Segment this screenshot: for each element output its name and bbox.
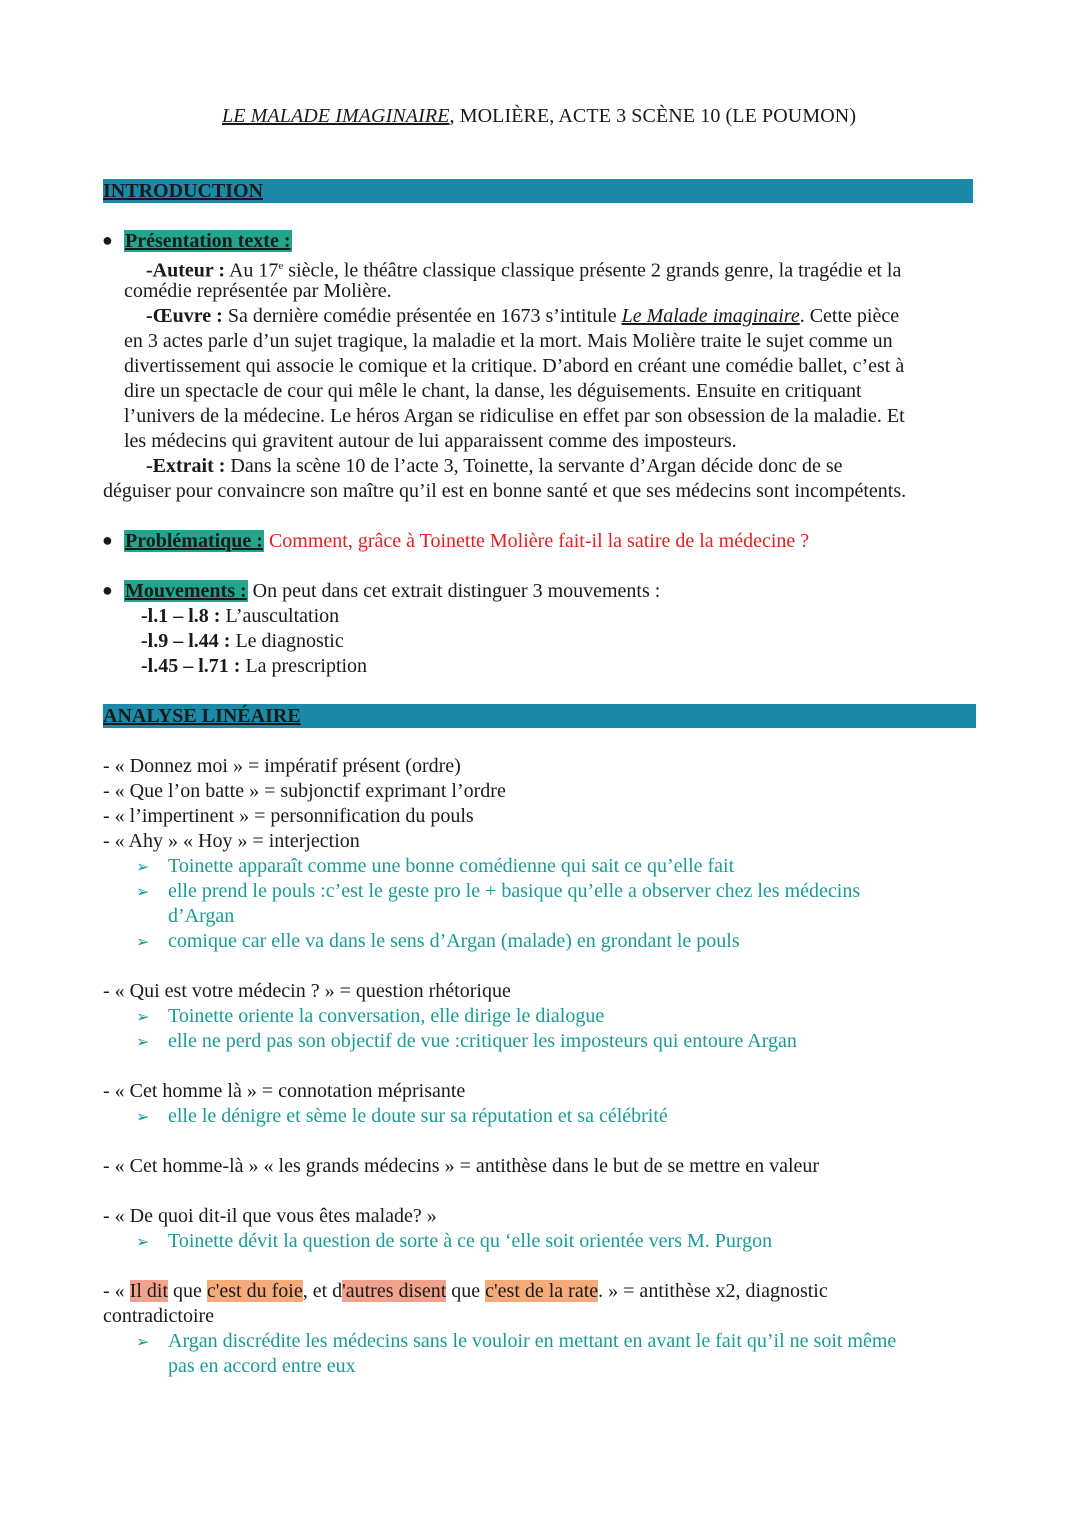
quote-text: , et d xyxy=(302,1280,343,1302)
quote-line: - « Ahy » « Hoy » = interjection xyxy=(103,830,360,852)
mouvements-label: Mouvements : xyxy=(125,580,247,602)
arrow-bullet-icon: ➢ xyxy=(136,859,150,876)
analysis-point-cont: d’Argan xyxy=(168,905,235,927)
quote-text: que xyxy=(446,1280,486,1302)
oeuvre-title: Le Malade imaginaire xyxy=(621,305,800,327)
oeuvre-line-1 xyxy=(146,304,899,329)
page-title xyxy=(222,104,856,129)
mouvement-text: Le diagnostic xyxy=(230,630,344,652)
quote-line: - « Que l’on batte » = subjonctif exprimant l’ordre xyxy=(103,780,506,802)
arrow-bullet-icon: ➢ xyxy=(136,1334,150,1351)
quote-line: - « Cet homme là » = connotation méprisante xyxy=(103,1080,466,1102)
mouvement-item xyxy=(141,629,344,654)
mouvement-text: La prescription xyxy=(240,655,368,677)
oeuvre-line-4: dire un spectacle de cour qui mêle le chant, la danse, les déguisements. Ensuite en critiquant xyxy=(124,380,862,402)
quote-text: . » = antithèse x2, diagnostic xyxy=(598,1280,828,1302)
arrow-bullet-icon: ➢ xyxy=(136,934,150,951)
bullet-icon: ● xyxy=(102,530,113,550)
oeuvre-text-cont: . Cette pièce xyxy=(799,305,900,327)
arrow-bullet-icon: ➢ xyxy=(136,1034,150,1051)
quote-text: que xyxy=(168,1280,207,1302)
mouvement-range: -l.9 – l.44 : xyxy=(141,630,231,652)
analysis-point: Argan discrédite les médecins sans le vouloir en mettant en avant le fait qu’il ne soit même xyxy=(168,1330,897,1352)
presentation-heading xyxy=(124,229,292,254)
arrow-bullet-icon: ➢ xyxy=(136,1109,150,1126)
oeuvre-line-5: l’univers de la médecine. Le héros Argan se ridiculise en effet par son obsession de la maladie. Et xyxy=(124,405,905,427)
quote-line-cont: contradictoire xyxy=(103,1305,215,1327)
problematique-line xyxy=(124,529,809,554)
quote-line: - « Donnez moi » = impératif présent (ordre) xyxy=(103,755,461,777)
mouvement-item xyxy=(141,654,367,679)
quote-line: - « De quoi dit-il que vous êtes malade? » xyxy=(103,1205,437,1227)
arrow-bullet-icon: ➢ xyxy=(136,1234,150,1251)
mouvement-text: L’auscultation xyxy=(220,605,340,627)
auteur-text: Au 17 xyxy=(225,259,279,282)
oeuvre-line-3: divertissement qui associe le comique et la critique. D’abord en créant une comédie ballet, c’est à xyxy=(124,355,905,377)
section-band-analyse xyxy=(103,704,976,728)
oeuvre-label: -Œuvre : xyxy=(146,305,223,327)
quote-line: - « l’impertinent » = personnification du pouls xyxy=(103,805,474,827)
mouvements-line xyxy=(124,579,660,604)
bullet-icon: ● xyxy=(102,230,113,250)
analysis-point: Toinette dévit la question de sorte à ce qu ‘elle soit orientée vers M. Purgon xyxy=(168,1230,773,1252)
analysis-point: elle ne perd pas son objectif de vue :critiquer les imposteurs qui entoure Argan xyxy=(168,1030,797,1052)
oeuvre-line-6: les médecins qui gravitent autour de lui apparaissent comme des imposteurs. xyxy=(124,430,737,452)
quote-line: - « Cet homme-là » « les grands médecins » = antithèse dans le but de se mettre en valeur xyxy=(103,1155,820,1177)
mouvement-range: -l.45 – l.71 : xyxy=(141,655,241,677)
mouvement-item xyxy=(141,604,339,629)
analysis-point: elle prend le pouls :c’est le geste pro le + basique qu’elle a observer chez les médecins xyxy=(168,880,861,902)
highlight-il-dit: Il dit xyxy=(129,1280,169,1302)
highlight-rate: c'est de la rate xyxy=(485,1280,599,1302)
analysis-point: comique car elle va dans le sens d’Argan (malade) en grondant le pouls xyxy=(168,930,740,952)
auteur-label: -Auteur : xyxy=(146,259,226,282)
extrait-line-1 xyxy=(146,454,842,479)
oeuvre-line-2: en 3 actes parle d’un sujet tragique, la maladie et la mort. Mais Molière traite le sujet comme un xyxy=(124,330,893,352)
problematique-question: Comment, grâce à Toinette Molière fait-il la satire de la médecine ? xyxy=(263,530,810,552)
oeuvre-text: Sa dernière comédie présentée en 1673 s’intitule xyxy=(222,305,622,327)
analysis-point: Toinette oriente la conversation, elle dirige le dialogue xyxy=(168,1005,605,1027)
arrow-bullet-icon: ➢ xyxy=(136,884,150,901)
auteur-line-2: comédie représentée par Molière. xyxy=(124,280,392,302)
highlight-autres-disent: 'autres disent xyxy=(342,1280,447,1302)
analysis-point: elle le dénigre et sème le doute sur sa réputation et sa célébrité xyxy=(168,1105,668,1127)
quote-line: - « Qui est votre médecin ? » = question rhétorique xyxy=(103,980,511,1002)
extrait-line-2: déguiser pour convaincre son maître qu’il est en bonne santé et que ses médecins sont incompétents. xyxy=(103,480,907,502)
quote-prefix: - « xyxy=(103,1280,130,1302)
analysis-point-cont: pas en accord entre eux xyxy=(168,1355,356,1377)
auteur-sup: e xyxy=(278,260,284,272)
arrow-bullet-icon: ➢ xyxy=(136,1009,150,1026)
analysis-point: Toinette apparaît comme une bonne comédienne qui sait ce qu’elle fait xyxy=(168,855,735,877)
bullet-icon: ● xyxy=(102,580,113,600)
quote-line-highlighted xyxy=(103,1279,828,1304)
highlight-foie: c'est du foie xyxy=(206,1280,303,1302)
auteur-text-cont: siècle, le théâtre classique classique présente 2 grands genre, la tragédie et la xyxy=(283,259,902,282)
extrait-label: -Extrait : xyxy=(146,455,226,477)
section-band-introduction xyxy=(103,179,973,203)
presentation-label: Présentation texte : xyxy=(125,230,291,252)
mouvements-text: On peut dans cet extrait distinguer 3 mouvements : xyxy=(247,580,661,602)
title-rest: , MOLIÈRE, ACTE 3 SCÈNE 10 (LE POUMON) xyxy=(449,105,857,127)
mouvement-range: -l.1 – l.8 : xyxy=(141,605,221,627)
problematique-label: Problématique : xyxy=(125,530,263,552)
section-heading-analyse: ANALYSE LINÉAIRE xyxy=(103,705,301,727)
extrait-text: Dans la scène 10 de l’acte 3, Toinette, la servante d’Argan décide donc de se xyxy=(225,455,843,477)
section-heading-introduction: INTRODUCTION xyxy=(103,180,264,202)
work-title: LE MALADE IMAGINAIRE xyxy=(222,105,450,127)
